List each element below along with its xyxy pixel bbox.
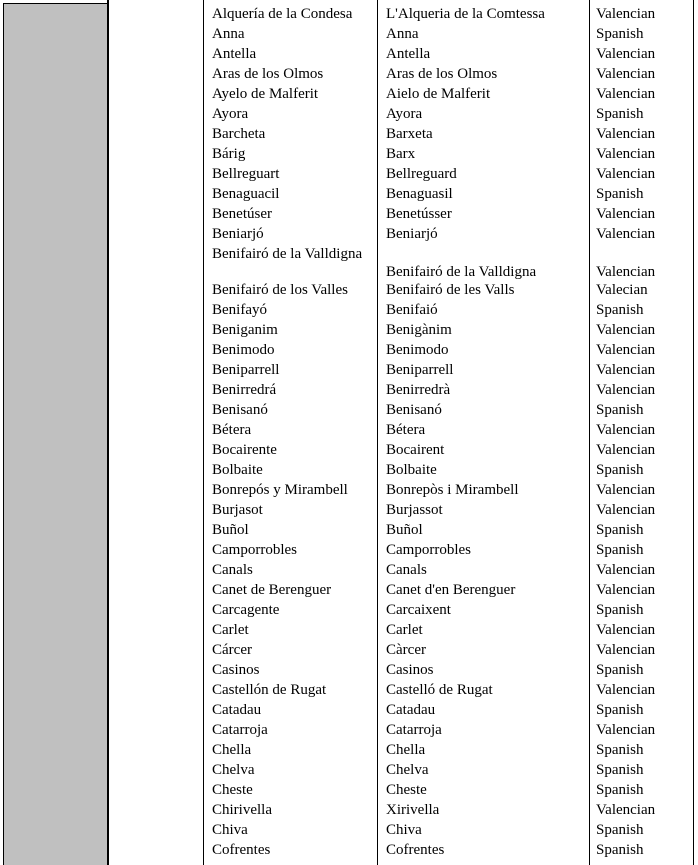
- table-row: [0, 761, 698, 781]
- valencian-name-cell: Benetússer: [386, 206, 452, 222]
- language-name-cell: Valencian: [596, 362, 656, 378]
- table-row: [0, 401, 698, 421]
- valencian-name-cell: Anna: [386, 26, 419, 42]
- language-name-cell: Valencian: [596, 146, 656, 162]
- language-name-cell: Spanish: [596, 742, 644, 758]
- table-row: [0, 205, 698, 225]
- table-row: [0, 841, 698, 861]
- language-name-cell: Spanish: [596, 26, 644, 42]
- spanish-name-cell: Burjasot: [212, 502, 263, 518]
- language-name-cell: Valencian: [596, 582, 656, 598]
- valencian-name-cell: Xirivella: [386, 802, 440, 818]
- spanish-name-cell: Ayelo de Malferit: [212, 86, 319, 102]
- language-name-cell: Valencian: [596, 166, 656, 182]
- table-row: [0, 481, 698, 501]
- language-name-cell: Spanish: [596, 842, 644, 858]
- language-name-cell: Spanish: [596, 782, 644, 798]
- table-row: [0, 441, 698, 461]
- table-row: [0, 621, 698, 641]
- valencian-name-cell: Barx: [386, 146, 416, 162]
- language-name-cell: Valencian: [596, 442, 656, 458]
- language-name-cell: Valencian: [596, 6, 656, 22]
- language-name-cell: Valencian: [596, 342, 656, 358]
- table-row: [0, 165, 698, 185]
- table-row: [0, 361, 698, 381]
- language-name-cell: Spanish: [596, 106, 644, 122]
- spanish-name-cell: Bocairente: [212, 442, 277, 458]
- valencian-name-cell: Beniarjó: [386, 226, 438, 242]
- spanish-name-cell: Castellón de Rugat: [212, 682, 327, 698]
- valencian-name-cell: Aras de los Olmos: [386, 66, 498, 82]
- spanish-name-cell: Chelva: [212, 762, 255, 778]
- spanish-name-cell: Bonrepós y Mirambell: [212, 482, 348, 498]
- valencian-name-cell: L'Alqueria de la Comtessa: [386, 6, 545, 22]
- valencian-name-cell: Bocairent: [386, 442, 445, 458]
- valencian-name-cell: Benifairó de les Valls: [386, 282, 515, 298]
- valencian-name-cell: Benifaió: [386, 302, 438, 318]
- table-row: [0, 321, 698, 341]
- language-name-cell: Valencian: [596, 126, 656, 142]
- valencian-name-cell: Chelva: [386, 762, 429, 778]
- spanish-name-cell: Cheste: [212, 782, 253, 798]
- spanish-name-cell: Benaguacil: [212, 186, 280, 202]
- language-name-cell: Spanish: [596, 402, 644, 418]
- valencian-name-cell: Barxeta: [386, 126, 433, 142]
- table-row: [0, 521, 698, 541]
- valencian-name-cell: Canals: [386, 562, 427, 578]
- spanish-name-cell: Bellreguart: [212, 166, 280, 182]
- spanish-name-cell: Benifayó: [212, 302, 267, 318]
- language-name-cell: Valencian: [596, 422, 656, 438]
- table-row: [0, 25, 698, 45]
- table-row: [0, 185, 698, 205]
- valencian-name-cell: Chiva: [386, 822, 422, 838]
- language-name-cell: Spanish: [596, 462, 644, 478]
- spanish-name-cell: Aras de los Olmos: [212, 66, 324, 82]
- valencian-name-cell: Benirredrà: [386, 382, 451, 398]
- valencian-name-cell: Buñol: [386, 522, 423, 538]
- municipality-table: [0, 5, 698, 861]
- table-row: [0, 541, 698, 561]
- table-row: [0, 341, 698, 361]
- language-name-cell: Valencian: [596, 264, 656, 280]
- spanish-name-cell: Benisanó: [212, 402, 268, 418]
- language-name-cell: Valencian: [596, 322, 656, 338]
- table-row: [0, 5, 698, 25]
- language-name-cell: Spanish: [596, 522, 644, 538]
- spanish-name-cell: Carlet: [212, 622, 249, 638]
- valencian-name-cell: Catadau: [386, 702, 436, 718]
- table-row: [0, 281, 698, 301]
- language-name-cell: Valecian: [596, 282, 648, 298]
- table-row: [0, 225, 698, 245]
- valencian-name-cell: Carcaixent: [386, 602, 451, 618]
- language-name-cell: Valencian: [596, 622, 656, 638]
- table-row: [0, 245, 698, 281]
- language-name-cell: Valencian: [596, 226, 656, 242]
- spanish-name-cell: Beniarjó: [212, 226, 264, 242]
- spanish-name-cell: Chiva: [212, 822, 248, 838]
- language-name-cell: Spanish: [596, 542, 644, 558]
- valencian-name-cell: Beniparrell: [386, 362, 454, 378]
- spanish-name-cell: Catarroja: [212, 722, 268, 738]
- valencian-name-cell: Benigànim: [386, 322, 452, 338]
- table-row: [0, 145, 698, 165]
- table-row: [0, 45, 698, 65]
- valencian-name-cell: Benisanó: [386, 402, 442, 418]
- valencian-name-cell: Benifairó de la Valldigna: [386, 264, 537, 280]
- valencian-name-cell: Bolbaite: [386, 462, 437, 478]
- table-row: [0, 601, 698, 621]
- language-name-cell: Valencian: [596, 642, 656, 658]
- table-row: [0, 125, 698, 145]
- spanish-name-cell: Ayora: [212, 106, 249, 122]
- valencian-name-cell: Bonrepòs i Mirambell: [386, 482, 519, 498]
- table-row: [0, 105, 698, 125]
- valencian-name-cell: Benaguasil: [386, 186, 453, 202]
- table-row: [0, 641, 698, 661]
- table-row: [0, 65, 698, 85]
- language-name-cell: Spanish: [596, 186, 644, 202]
- valencian-name-cell: Castelló de Rugat: [386, 682, 493, 698]
- spanish-name-cell: Canet de Berenguer: [212, 582, 332, 598]
- spanish-name-cell: Benifairó de los Valles: [212, 282, 348, 298]
- valencian-name-cell: Antella: [386, 46, 431, 62]
- valencian-name-cell: Chella: [386, 742, 426, 758]
- language-name-cell: Spanish: [596, 822, 644, 838]
- spanish-name-cell: Beniganim: [212, 322, 278, 338]
- spanish-name-cell: Bétera: [212, 422, 252, 438]
- language-name-cell: Valencian: [596, 46, 656, 62]
- language-name-cell: Spanish: [596, 702, 644, 718]
- spanish-name-cell: Benirredrá: [212, 382, 277, 398]
- spanish-name-cell: Benifairó de la Valldigna: [212, 246, 363, 262]
- spanish-name-cell: Bárig: [212, 146, 246, 162]
- spanish-name-cell: Chella: [212, 742, 252, 758]
- spanish-name-cell: Catadau: [212, 702, 262, 718]
- spanish-name-cell: Antella: [212, 46, 257, 62]
- language-name-cell: Spanish: [596, 302, 644, 318]
- language-name-cell: Valencian: [596, 502, 656, 518]
- table-row: [0, 661, 698, 681]
- spanish-name-cell: Casinos: [212, 662, 260, 678]
- valencian-name-cell: Burjassot: [386, 502, 443, 518]
- language-name-cell: Valencian: [596, 722, 656, 738]
- valencian-name-cell: Aielo de Malferit: [386, 86, 491, 102]
- valencian-name-cell: Ayora: [386, 106, 423, 122]
- valencian-name-cell: Benimodo: [386, 342, 449, 358]
- table-row: [0, 501, 698, 521]
- spanish-name-cell: Beniparrell: [212, 362, 280, 378]
- table-top-border: [3, 3, 107, 4]
- language-name-cell: Spanish: [596, 602, 644, 618]
- table-row: [0, 581, 698, 601]
- table-row: [0, 781, 698, 801]
- table-row: [0, 461, 698, 481]
- valencian-name-cell: Càrcer: [386, 642, 426, 658]
- language-name-cell: Valencian: [596, 382, 656, 398]
- valencian-name-cell: Carlet: [386, 622, 423, 638]
- table-row: [0, 85, 698, 105]
- language-name-cell: Valencian: [596, 206, 656, 222]
- spanish-name-cell: Benetúser: [212, 206, 272, 222]
- language-name-cell: Valencian: [596, 682, 656, 698]
- language-name-cell: Spanish: [596, 762, 644, 778]
- language-name-cell: Valencian: [596, 482, 656, 498]
- table-row: [0, 301, 698, 321]
- valencian-name-cell: Catarroja: [386, 722, 442, 738]
- spanish-name-cell: Alquería de la Condesa: [212, 6, 353, 22]
- valencian-name-cell: Bétera: [386, 422, 426, 438]
- spanish-name-cell: Bolbaite: [212, 462, 263, 478]
- table-row: [0, 821, 698, 841]
- table-row: [0, 801, 698, 821]
- table-row: [0, 721, 698, 741]
- valencian-name-cell: Casinos: [386, 662, 434, 678]
- valencian-name-cell: Cheste: [386, 782, 427, 798]
- language-name-cell: Valencian: [596, 86, 656, 102]
- table-row: [0, 741, 698, 761]
- table-row: [0, 701, 698, 721]
- table-row: [0, 381, 698, 401]
- language-name-cell: Spanish: [596, 662, 644, 678]
- spanish-name-cell: Carcagente: [212, 602, 280, 618]
- language-name-cell: Valencian: [596, 66, 656, 82]
- spanish-name-cell: Chirivella: [212, 802, 272, 818]
- language-name-cell: Valencian: [596, 562, 656, 578]
- table-row: [0, 561, 698, 581]
- table-row: [0, 421, 698, 441]
- spanish-name-cell: Camporrobles: [212, 542, 297, 558]
- valencian-name-cell: Canet d'en Berenguer: [386, 582, 516, 598]
- spanish-name-cell: Anna: [212, 26, 245, 42]
- spanish-name-cell: Benimodo: [212, 342, 275, 358]
- spanish-name-cell: Cárcer: [212, 642, 252, 658]
- table-row: [0, 681, 698, 701]
- spanish-name-cell: Cofrentes: [212, 842, 271, 858]
- spanish-name-cell: Barcheta: [212, 126, 266, 142]
- valencian-name-cell: Camporrobles: [386, 542, 471, 558]
- valencian-name-cell: Bellreguard: [386, 166, 457, 182]
- language-name-cell: Valencian: [596, 802, 656, 818]
- spanish-name-cell: Canals: [212, 562, 253, 578]
- spanish-name-cell: Buñol: [212, 522, 249, 538]
- valencian-name-cell: Cofrentes: [386, 842, 445, 858]
